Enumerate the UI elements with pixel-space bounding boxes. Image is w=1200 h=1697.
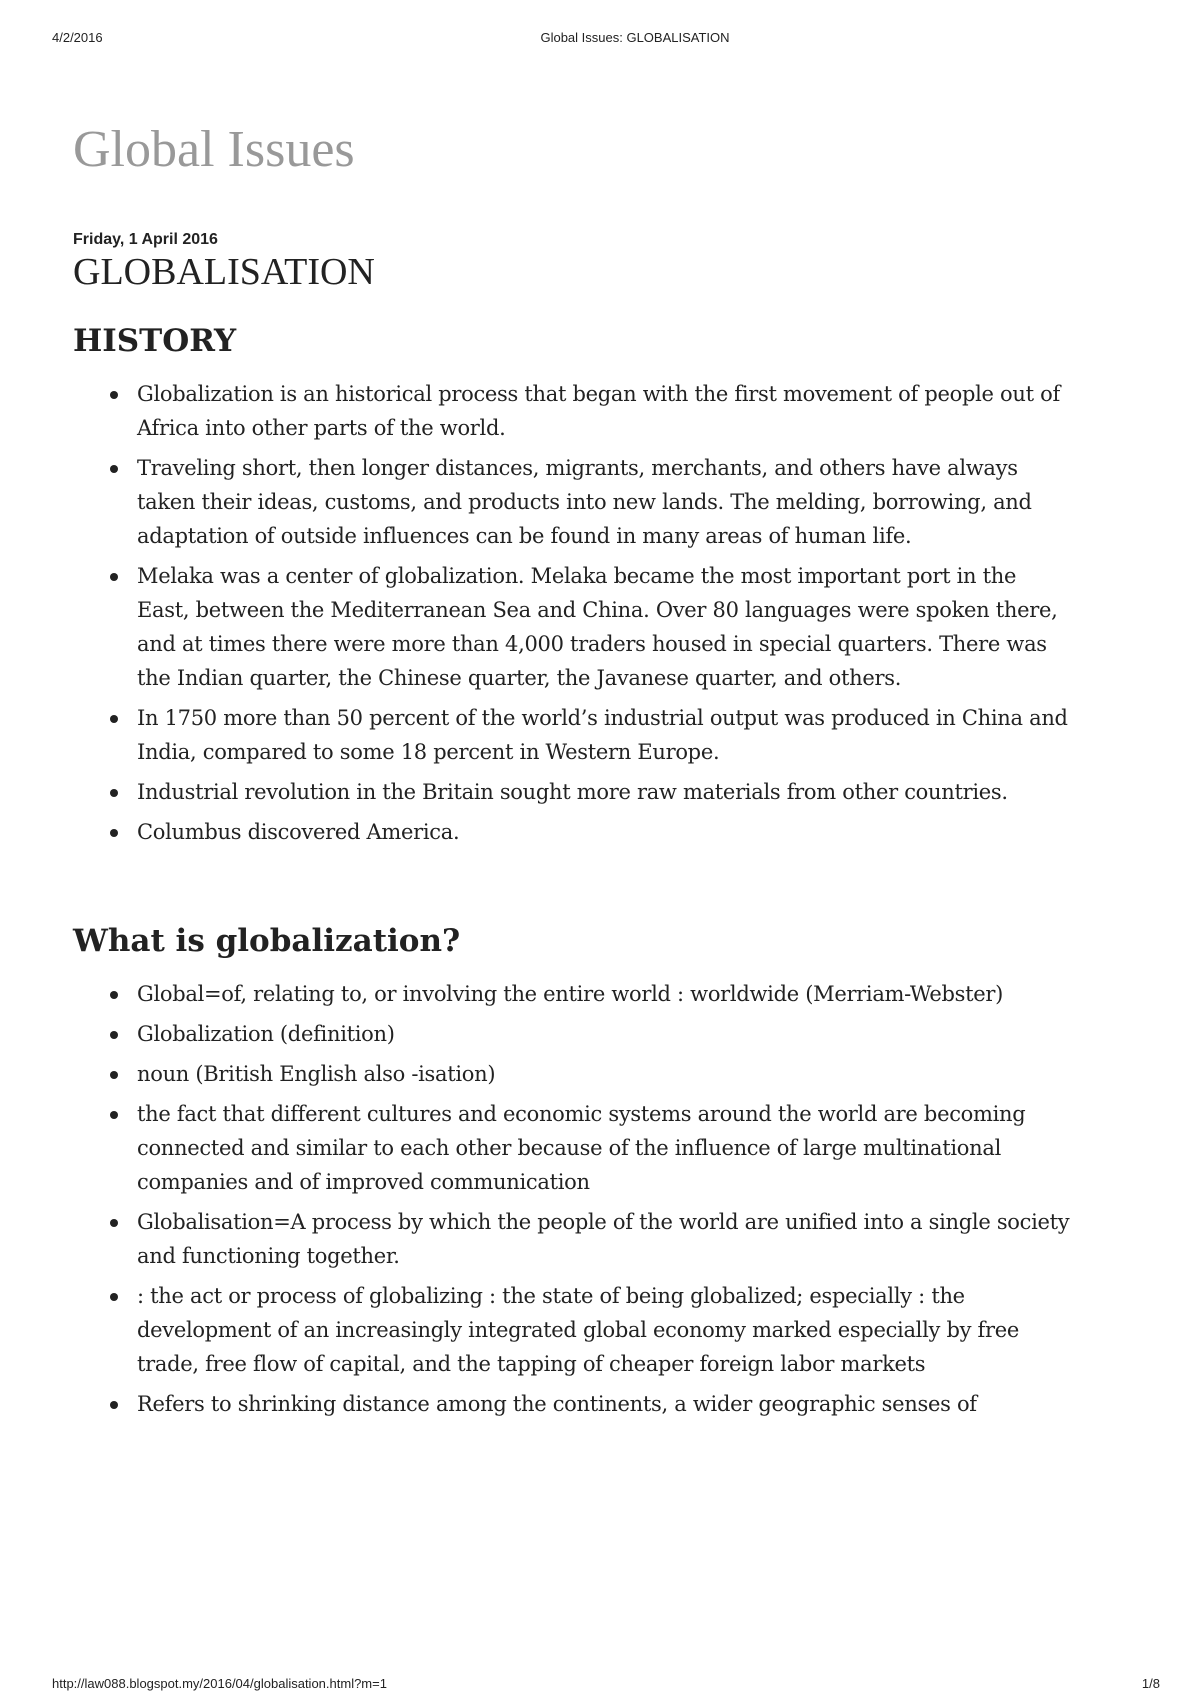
bullet-icon [110,1293,118,1301]
print-url: http://law088.blogspot.my/2016/04/globalisation.html?m=1 [52,1676,387,1691]
print-footer [0,1676,1200,1696]
list-item [137,775,1073,809]
list-item [137,1097,1073,1199]
list-item [137,1279,1073,1381]
list-item-text: Globalization is an historical process that began with the first movement of people out of Africa into other parts of the world. [137,382,1060,440]
list-item-text: : the act or process of globalizing : the state of being globalized; especially : the development of an increasingly integrated global economy marked especially by free trade, free flow of capital, and the tapping of cheaper foreign labor markets [137,1284,1020,1376]
list-item [137,1017,1073,1051]
bullet-icon [110,1111,118,1119]
bullet-icon [110,789,118,797]
bullet-icon [110,715,118,723]
post-date: Friday, 1 April 2016 [73,231,218,248]
bullet-icon [110,1031,118,1039]
list-item-text: In 1750 more than 50 percent of the world’s industrial output was produced in China and India, compared to some 18 percent in Western Europe. [137,706,1068,764]
list-item [137,451,1073,553]
list-item [137,559,1073,695]
bullet-icon [110,391,118,399]
bullet-icon [110,573,118,581]
list-item [137,1057,1073,1091]
bullet-icon [110,1401,118,1409]
list-item-text: Global=of, relating to, or involving the entire world : worldwide (Merriam-Webster) [137,982,1004,1006]
list-item [137,377,1073,445]
list-item-text: Globalization (definition) [137,1022,395,1046]
blog-title[interactable]: Global Issues [73,121,355,178]
post-title[interactable]: GLOBALISATION [73,251,375,293]
bullet-icon [110,1219,118,1227]
section-heading-history: HISTORY [73,323,237,359]
blog-content [73,120,1073,1427]
print-page-title: Global Issues: GLOBALISATION [540,30,730,45]
history-list [73,377,1073,849]
section-heading-what-is-globalization: What is globalization? [73,923,461,959]
definition-list [73,977,1073,1421]
list-item-text: Columbus discovered America. [137,820,460,844]
list-item-text: Industrial revolution in the Britain sought more raw materials from other countries. [137,780,1008,804]
list-item-text: Globalisation=A process by which the people of the world are unified into a single society and functioning together. [137,1210,1070,1268]
list-item-text: Refers to shrinking distance among the continents, a wider geographic senses of [137,1392,977,1416]
list-item [137,815,1073,849]
list-item-text: Traveling short, then longer distances, migrants, merchants, and others have always taken their ideas, customs, and products into new lands. The melding, borrowing, and adaptation of outside influences can be found in many areas of human life. [137,456,1032,548]
list-item [137,701,1073,769]
print-date: 4/2/2016 [52,30,103,45]
list-item [137,1205,1073,1273]
list-item-text: Melaka was a center of globalization. Melaka became the most important port in the East, between the Mediterranean Sea and China. Over 80 languages were spoken there, and at times there were more than 4,000 traders housed in special quarters. There was the Indian quarter, the Chinese quarter, the Javanese quarter, and others. [137,564,1058,690]
page-number: 1/8 [1141,1676,1160,1691]
bullet-icon [110,1071,118,1079]
bullet-icon [110,465,118,473]
print-header [0,30,1200,50]
bullet-icon [110,829,118,837]
bullet-icon [110,991,118,999]
list-item [137,977,1073,1011]
list-item [137,1387,1073,1421]
list-item-text: noun (British English also -isation) [137,1062,496,1086]
list-item-text: the fact that different cultures and economic systems around the world are becoming connected and similar to each other because of the influence of large multinational companies and of improved communication [137,1102,1026,1194]
